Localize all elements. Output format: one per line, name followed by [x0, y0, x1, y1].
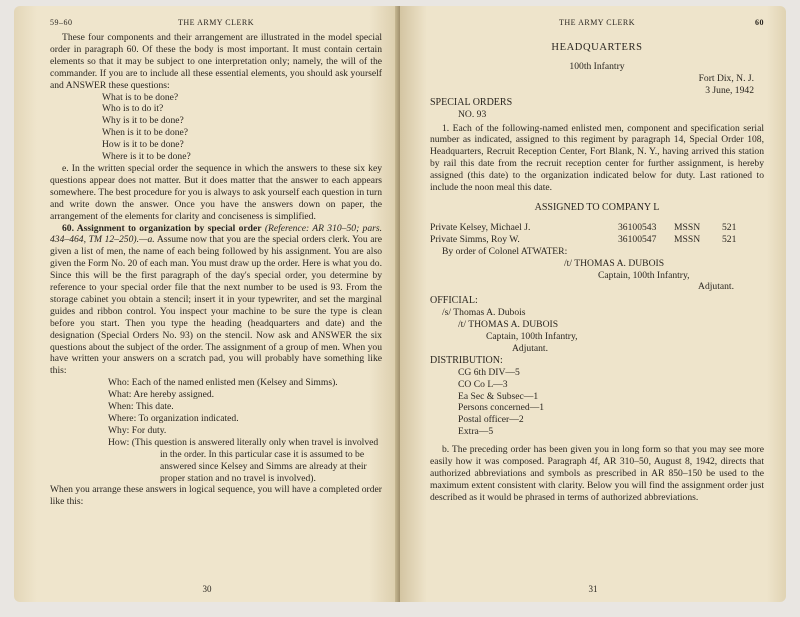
question-list: [50, 92, 382, 163]
order-date: 3 June, 1942: [705, 84, 754, 96]
distribution-item: CO Co L—3: [458, 378, 508, 390]
right-page-number: 31: [588, 584, 598, 594]
answer-item: [50, 413, 382, 425]
question-item: When is it to be done?: [102, 127, 189, 139]
paragraph-b: b. The preceding order has been given you in long form so that you may see more easily how it was composed. Paragraph 4f, AR 310–50, August 8, 1942, directs that authorized abbreviations and symbols as prescribed in AR 850–150 be used to the maximum extent consistent with clarity. Below you will find the assignment order just described as it would be phrased in terms of authorized abbreviations.: [430, 444, 764, 503]
question-item: How is it to be done?: [102, 139, 184, 151]
distribution-item: Extra—5: [458, 426, 494, 438]
answer-label: How:: [108, 436, 130, 448]
paragraph-60-body: Assume now that you are the special orders clerk. You are given a list of men, the name of each being followed by his assignment. You are also given the Form No. 20 of each man. You must draw up the order. Here is what you do. Since this will be the first paragraph of the day's special order, you determine by reference to your special order file that the next number to be used is 93. From the storage cabinet you obtain a stencil; insert it in your typewriter, and set the marginal guides and ribbon control. You inspect your machine to be sure the type is clean before you start. Then you type the heading (headquarters and date) and the designation (Special Orders No. 93) on the stencil. Now ask and ANSWER the six questions about the subject of the order. The assignment of a group of men. When you have written your answers on a scratch pad, you will probably have something like this:: [50, 234, 383, 377]
signature-name: /t/ THOMAS A. DUBOIS: [564, 257, 665, 269]
answer-text: Are hereby assigned.: [133, 389, 215, 401]
right-running-head: [430, 18, 764, 32]
answer-item: [50, 437, 382, 485]
official-typed-name: /t/ THOMAS A. DUBOIS: [458, 319, 559, 331]
answer-label: Who:: [108, 377, 130, 389]
man-spec: 521: [722, 221, 737, 233]
paragraph-60-heading: 60. Assignment to organization by special order: [62, 222, 262, 234]
question-item: Why is it to be done?: [102, 115, 184, 127]
answer-text: This date.: [135, 401, 174, 413]
answer-item: [50, 401, 382, 413]
right-page: [400, 6, 786, 602]
answer-label: Where:: [108, 413, 137, 424]
man-name: Private Simms, Roy W.: [430, 233, 520, 245]
distribution-item: Postal officer—2: [458, 414, 524, 426]
answer-label: What:: [108, 389, 132, 401]
man-component: MSSN: [674, 233, 701, 245]
answer-text: (This question is answered literally only when travel is involved in the order. In this particular case it is assumed to be answered since Kelsey and Simms are already at their proper station and no travel is involved).: [131, 436, 379, 484]
answer-label: When:: [108, 401, 134, 413]
paragraph-60: [50, 223, 382, 378]
distribution-item: Ea Sec & Subsec—1: [458, 390, 539, 402]
answer-text: Each of the named enlisted men (Kelsey and Simms).: [131, 377, 338, 389]
distribution-list: [430, 367, 764, 438]
open-book: [14, 6, 786, 604]
man-component: MSSN: [674, 221, 701, 233]
closing-paragraph: When you arrange these answers in logical sequence, you will have a completed order like this:: [50, 484, 382, 508]
answer-item: [50, 377, 382, 389]
right-section-number: 60: [755, 18, 764, 27]
special-orders-title: SPECIAL ORDERS: [430, 96, 513, 108]
answer-list: [50, 377, 382, 484]
by-order-line: By order of Colonel ATWATER:: [442, 245, 568, 257]
question-item: What is to be done?: [102, 91, 179, 103]
answer-item: [50, 425, 382, 437]
answer-label: Why:: [108, 424, 130, 436]
official-role: Adjutant.: [512, 342, 548, 354]
order-paragraph-1: 1. Each of the following-named enlisted men, component and specification serial number as indicated, assigned to this regiment by paragraph 14, Special Order 108, Headquarters, Recruit Reception Center, Fort Blank, N. Y., having arrived this station by rail this date from the recruit reception center for further assignment, is hereby assigned (this date) to the organization indicated below for duty. Last rationed to include the noon meal this date.: [430, 122, 764, 194]
signature-role: Adjutant.: [698, 281, 734, 293]
paragraph-e: e. In the written special order the sequence in which the answers to these six key questions appear does not matter. But it does matter that the answer to each appears somewhere. The best procedure for you is always to ask yourself each question in turn and write down the answer. Once you have the answers down on paper, the arrangement of the elements for clarity and conciseness is simplified.: [50, 162, 382, 222]
answer-text: For duty.: [131, 424, 167, 436]
signature-title: Captain, 100th Infantry,: [598, 269, 690, 281]
question-item: Who is to do it?: [102, 103, 164, 115]
man-serial: 36100543: [618, 221, 657, 233]
men-table: [430, 222, 764, 246]
official-title: Captain, 100th Infantry,: [486, 331, 578, 343]
distribution-label: DISTRIBUTION:: [430, 354, 503, 366]
table-row: [430, 234, 764, 246]
order-place: Fort Dix, N. J.: [698, 72, 754, 84]
left-section-number: 59–60: [50, 18, 73, 27]
left-running-head: [50, 18, 382, 32]
right-running-title: THE ARMY CLERK: [558, 18, 636, 27]
answer-text: To organization indicated.: [138, 413, 239, 424]
left-running-title: THE ARMY CLERK: [177, 18, 255, 27]
order-headquarters: HEADQUARTERS: [551, 42, 643, 53]
special-orders-number: NO. 93: [458, 108, 487, 120]
official-signature: /s/ Thomas A. Dubois: [442, 307, 526, 319]
distribution-item: CG 6th DIV—5: [458, 366, 520, 378]
question-item: Where is it to be done?: [102, 151, 191, 163]
left-page: [14, 6, 400, 602]
left-page-number: 30: [202, 584, 212, 594]
answer-item: [50, 389, 382, 401]
paragraph-60-reference: (Reference: AR 310–50; pars. 434–464, TM 12–250).—a.: [50, 222, 382, 246]
man-name: Private Kelsey, Michael J.: [430, 221, 531, 233]
assigned-heading: ASSIGNED TO COMPANY L: [534, 201, 660, 213]
man-serial: 36100547: [618, 233, 657, 245]
official-label: OFFICIAL:: [430, 295, 478, 307]
intro-paragraph: These four components and their arrangement are illustrated in the model special order in paragraph 60. Of these the body is most important. It must contain certain elements so that it may be subject to one interpretation only; namely, the will of the commander. If you are to include all these essential elements, you should ask yourself and ANSWER these questions:: [50, 32, 382, 91]
order-unit: 100th Infantry: [569, 61, 625, 72]
man-spec: 521: [722, 233, 737, 245]
table-row: [430, 222, 764, 234]
distribution-item: Persons concerned—1: [458, 402, 545, 414]
